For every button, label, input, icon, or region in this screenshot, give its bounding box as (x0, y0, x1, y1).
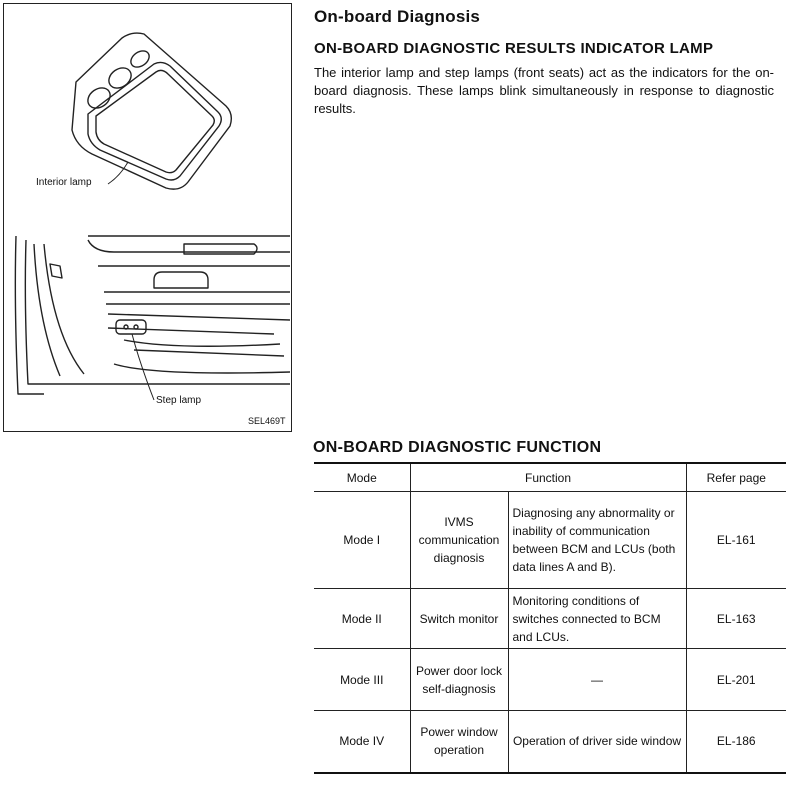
description-cell: Monitoring conditions of switches connected to BCM and LCUs. (508, 589, 686, 649)
table-row (314, 649, 786, 711)
indicator-heading: ON-BOARD DIAGNOSTIC RESULTS INDICATOR LAMP (314, 40, 714, 57)
function-cell: Power door lock self-diagnosis (410, 649, 508, 711)
description-cell: Diagnosing any abnormality or inability of communication between BCM and LCUs (both data lines A and B). (508, 492, 686, 589)
mode-cell: Mode III (314, 649, 410, 711)
figure-code: SEL469T (248, 416, 286, 426)
refer-page-cell: EL-201 (686, 649, 786, 711)
function-cell: Power window operation (410, 711, 508, 773)
description-cell: — (508, 649, 686, 711)
table-row (314, 711, 786, 773)
refer-page-cell: EL-186 (686, 711, 786, 773)
table-row (314, 492, 786, 589)
function-cell: Switch monitor (410, 589, 508, 649)
section-title: On-board Diagnosis (314, 7, 481, 26)
description-cell: Operation of driver side window (508, 711, 686, 773)
refer-page-cell: EL-161 (686, 492, 786, 589)
lamp-illustration (4, 4, 291, 431)
illustration-figure (3, 3, 292, 432)
indicator-description: The interior lamp and step lamps (front seats) act as the indicators for the on-board diagnosis. These lamps blink simultaneously in response to diagnostic results. (314, 65, 774, 116)
header-refer-page: Refer page (686, 463, 786, 492)
interior-lamp-label: Interior lamp (36, 177, 92, 188)
function-table-heading: ON-BOARD DIAGNOSTIC FUNCTION (313, 439, 602, 456)
refer-page-cell: EL-163 (686, 589, 786, 649)
header-function: Function (410, 463, 686, 492)
table-header-row (314, 463, 786, 492)
table-row (314, 589, 786, 649)
mode-cell: Mode I (314, 492, 410, 589)
diagnostic-function-table (314, 462, 786, 774)
mode-cell: Mode II (314, 589, 410, 649)
mode-cell: Mode IV (314, 711, 410, 773)
step-lamp-label: Step lamp (156, 395, 202, 406)
header-mode: Mode (314, 463, 410, 492)
function-cell: IVMS communication diagnosis (410, 492, 508, 589)
